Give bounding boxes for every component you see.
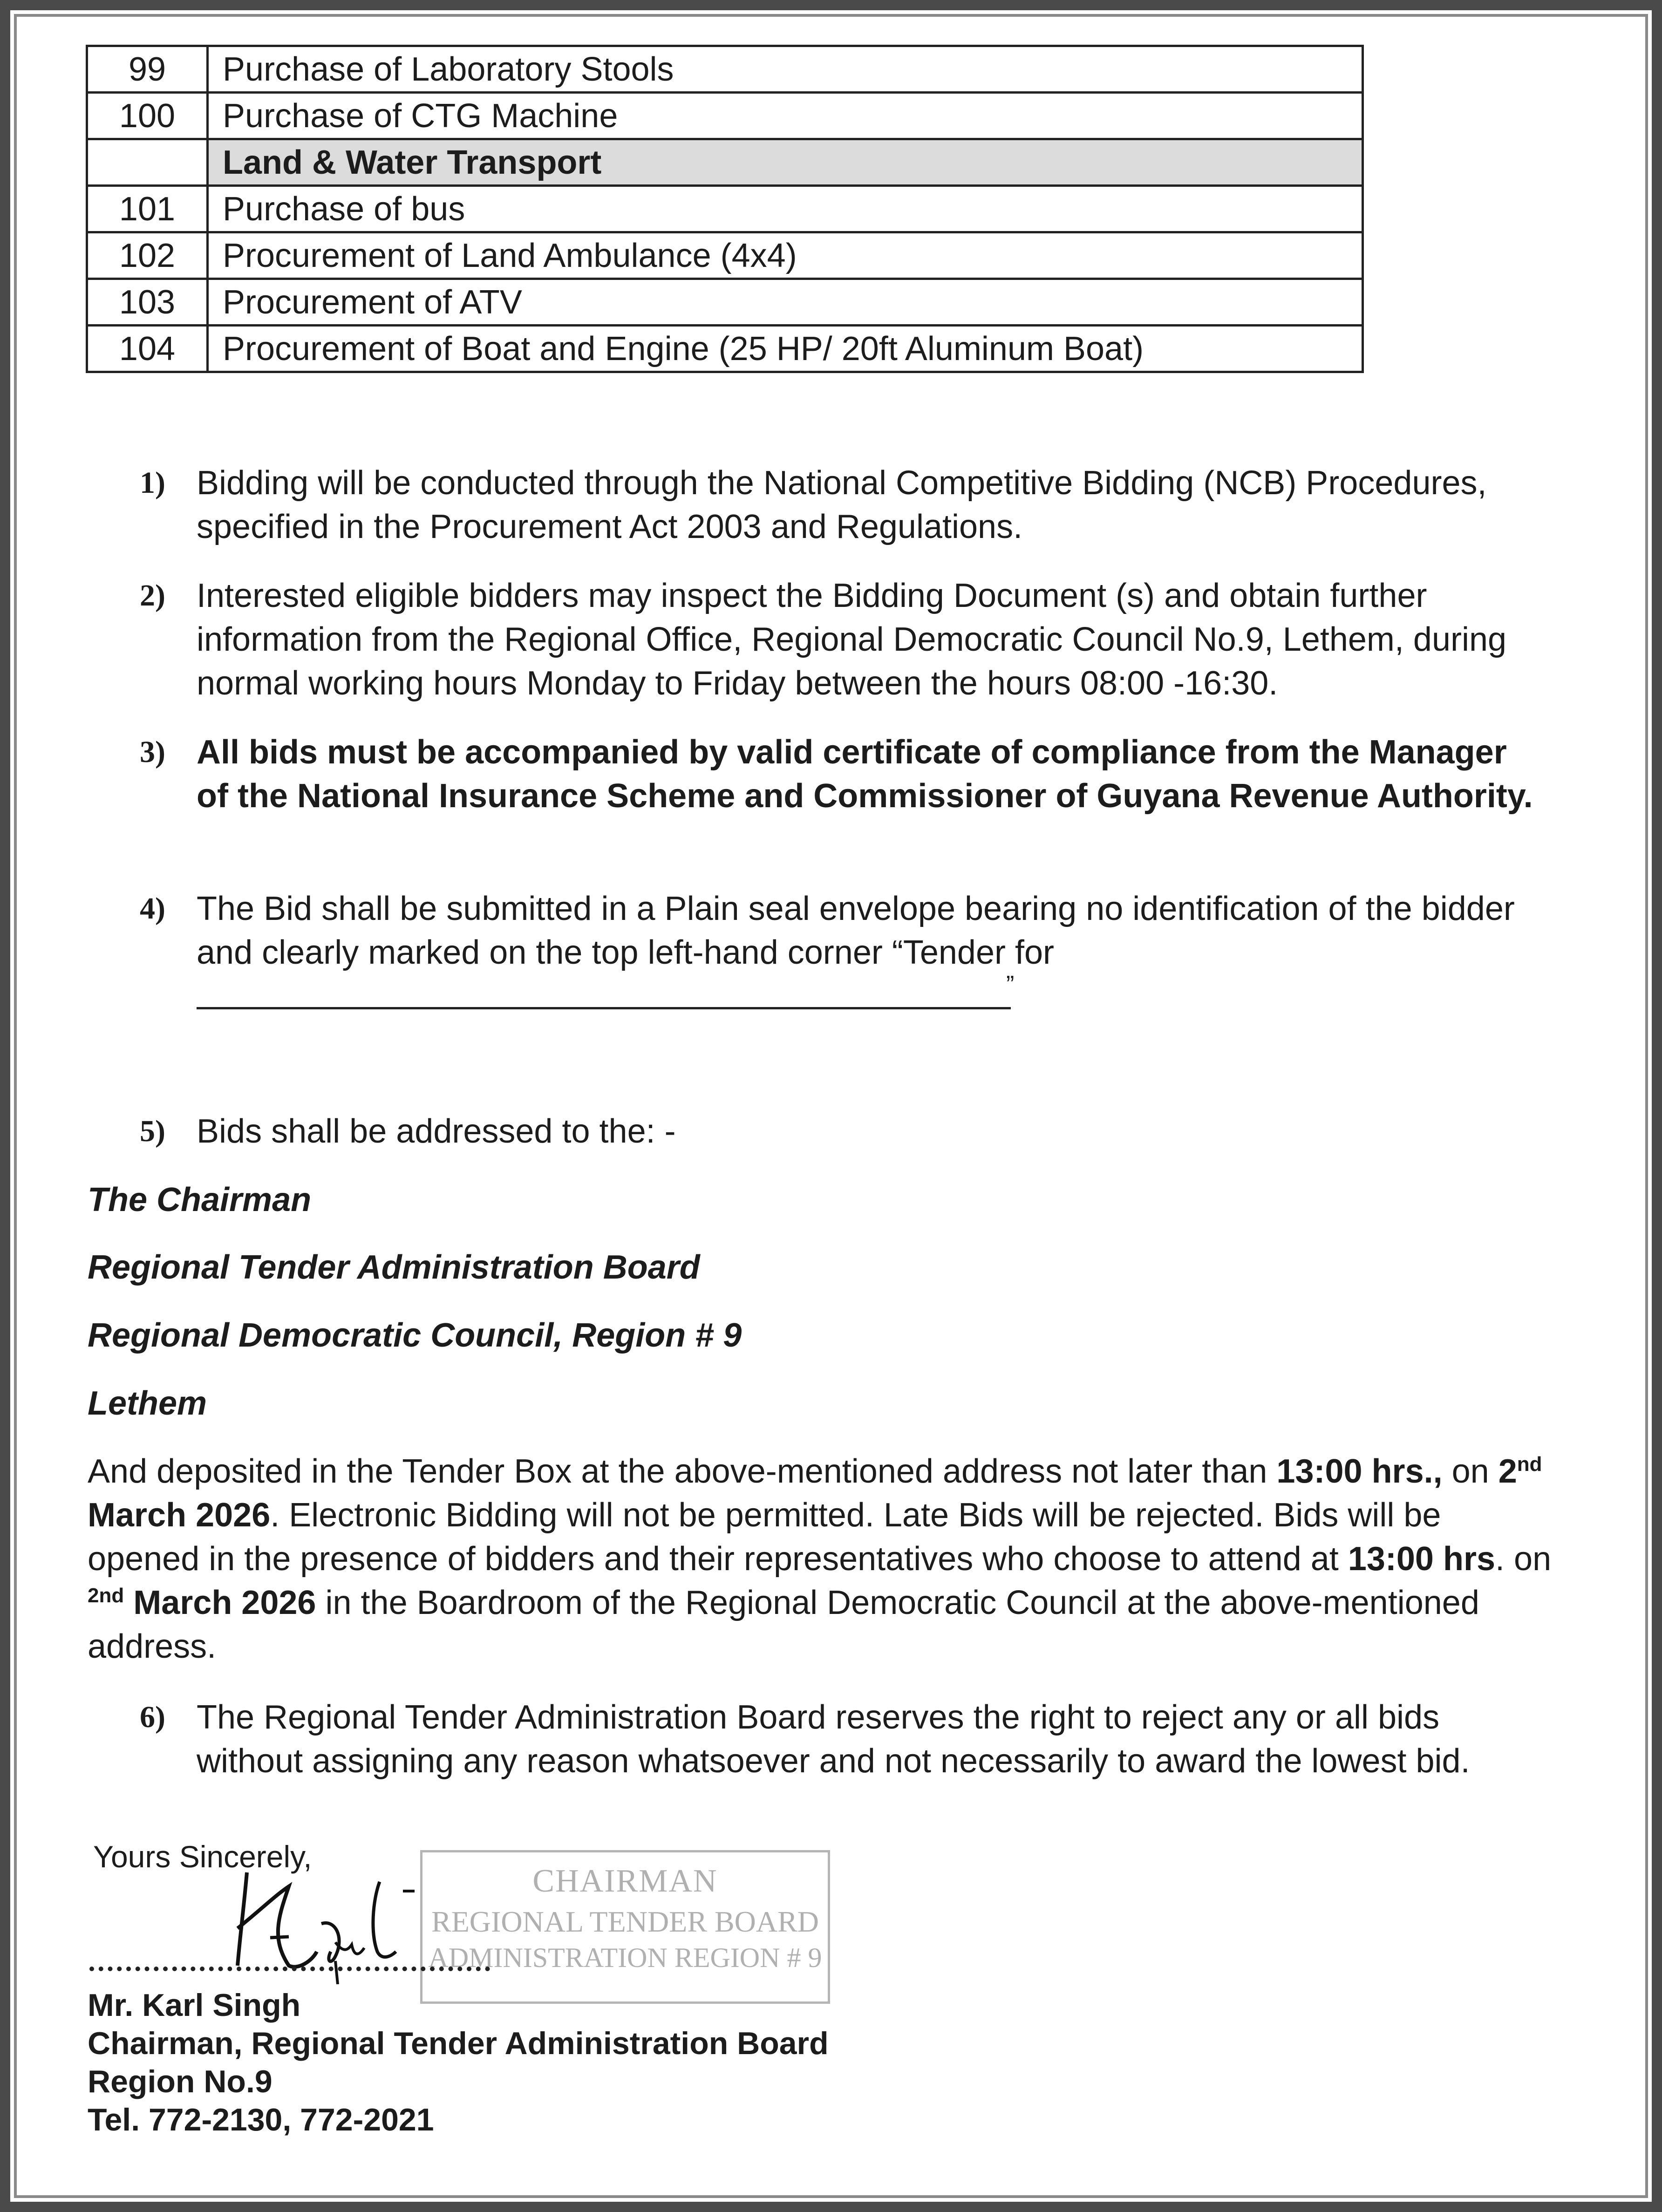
table-row [87,326,1363,372]
item-number: 5) [140,1114,165,1148]
closing-quote: ” [1006,971,1015,998]
table-row [87,232,1363,279]
item-description-cell: Procurement of Boat and Engine (25 HP/ 20ft Aluminum Boat) [208,326,1363,372]
item-description-cell: Purchase of bus [208,186,1363,232]
instruction-item-5 [140,1109,1542,1153]
address-line-1: The Chairman [88,1181,312,1218]
table-section-row [87,139,1363,186]
address-line-4: Lethem [88,1385,207,1422]
item-number-cell: 100 [87,93,208,139]
signatory-name: Mr. Karl Singh [88,1987,301,2023]
items-table [86,45,1364,373]
instruction-item-4 [140,887,1542,974]
item-number-cell: 102 [87,232,208,279]
item-number: 2) [140,579,165,613]
item-number-cell: 101 [87,186,208,232]
item-description-cell: Purchase of CTG Machine [208,93,1363,139]
stamp-line-1: CHAIRMAN [532,1863,718,1899]
signatory-region: Region No.9 [88,2064,272,2099]
item-description-cell: Procurement of ATV [208,279,1363,326]
instruction-item-1 [140,461,1542,549]
table-row [87,279,1363,326]
signatory-phone: Tel. 772-2130, 772-2021 [88,2102,434,2137]
instruction-item-6 [140,1695,1542,1783]
item-text: All bids must be accompanied by valid certificate of compliance from the Manager of the National Insurance Scheme and Commissioner of Guyana Revenue Authority. [197,734,1533,815]
signature-dotted-line [89,1967,490,1971]
signatory-title: Chairman, Regional Tender Administration Board [88,2026,829,2061]
table-row [87,186,1363,232]
item-number: 4) [140,892,165,926]
address-line-2: Regional Tender Administration Board [88,1249,700,1286]
item-number: 6) [140,1700,165,1734]
table-row [87,46,1363,93]
instruction-item-2 [140,574,1542,705]
stamp-line-2: REGIONAL TENDER BOARD [431,1905,819,1938]
tender-name-blank-line [197,1007,1011,1009]
handwritten-signature [219,1844,433,1984]
item-number-cell [87,139,208,186]
item-text: The Bid shall be submitted in a Plain seal envelope bearing no identification of the bidder and clearly marked on the top left-hand corner “Tender for [197,890,1515,971]
table-row [87,93,1363,139]
item-text: The Regional Tender Administration Board reserves the right to reject any or all bids without assigning any reason whatsoever and not necessarily to award the lowest bid. [197,1699,1470,1780]
item-number-cell: 104 [87,326,208,372]
item-text: Bidding will be conducted through the National Competitive Bidding (NCB) Procedures, specified in the Procurement Act 2003 and Regulations. [197,464,1487,545]
address-line-3: Regional Democratic Council, Region # 9 [88,1317,742,1354]
instruction-item-3 [140,730,1542,818]
official-stamp [420,1850,830,2004]
item-text: Interested eligible bidders may inspect the Bidding Document (s) and obtain further information from the Regional Office, Regional Democratic Council No.9, Lethem, during normal working hours Monday to Friday between the hours 08:00 -16:30. [197,577,1507,702]
closing-salutation: Yours Sincerely, [93,1839,312,1874]
signatory-block [88,1986,829,2139]
item-description-cell: Land & Water Transport [208,139,1363,186]
item-number-cell: 99 [87,46,208,93]
item-number-cell: 103 [87,279,208,326]
stamp-line-3: ADMINISTRATION REGION # 9 [428,1942,822,1973]
item-description-cell: Procurement of Land Ambulance (4x4) [208,232,1363,279]
item-number: 3) [140,735,165,769]
item-description-cell: Purchase of Laboratory Stools [208,46,1363,93]
item-text: Bids shall be addressed to the: - [197,1113,676,1150]
deposit-paragraph: And deposited in the Tender Box at the above-mentioned address not later than 13:00 hrs., on 2nd March 2026. Electronic Bidding will not be permitted. Late Bids will be rejected. Bids will be opened in the presence of bidders and their representatives who choose to attend at 13:00 hrs. on $^{2nd}$ March 2026 in the Boardroom of the Regional Democratic Council at the above-mentioned address. [88,1453,1552,1665]
item-number: 1) [140,466,165,500]
